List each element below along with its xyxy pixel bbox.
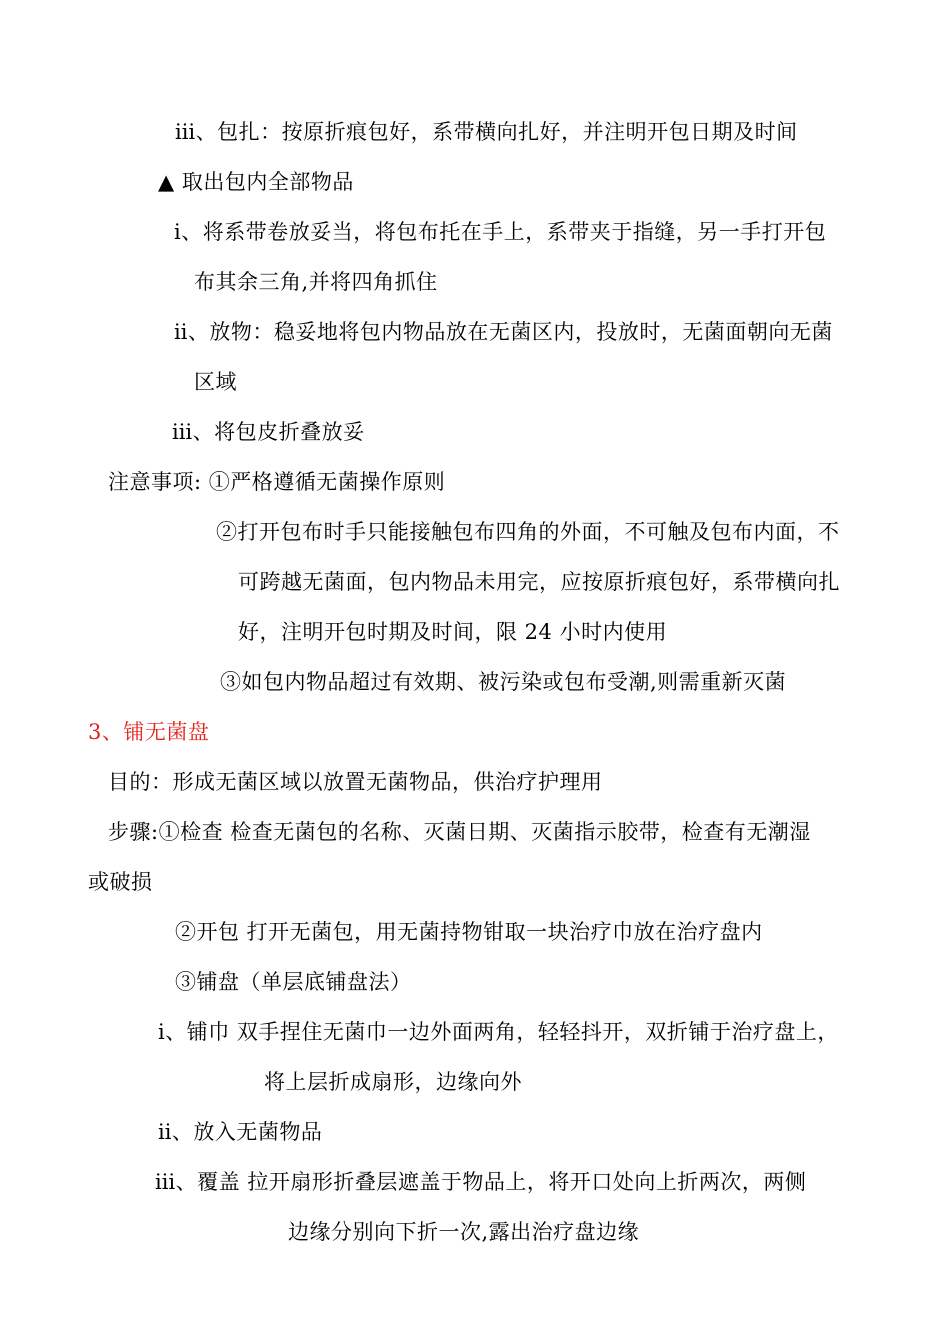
text-line: ②开包 打开无菌包，用无菌持物钳取一块治疗巾放在治疗盘内 <box>175 920 763 944</box>
text-line: ⅰ、铺巾 双手捏住无菌巾一边外面两角，轻轻抖开，双折铺于治疗盘上， <box>158 1020 839 1044</box>
text-line: 好，注明开包时期及时间，限 24 小时内使用 <box>238 620 668 644</box>
text-line: ⅱ、放入无菌物品 <box>158 1120 323 1144</box>
text-line: 可跨越无菌面，包内物品未用完，应按原折痕包好，系带横向扎 <box>238 570 840 594</box>
section-heading: 3、铺无菌盘 <box>88 720 210 744</box>
text-line: 区域 <box>194 370 237 394</box>
text-line: ▲ 取出包内全部物品 <box>158 170 354 194</box>
text-line: ⅲ、覆盖 拉开扇形折叠层遮盖于物品上，将开口处向上折两次，两侧 <box>155 1170 807 1194</box>
text-line: 将上层折成扇形，边缘向外 <box>264 1070 522 1094</box>
text-line: ⅱ、放物：稳妥地将包内物品放在无菌区内，投放时，无菌面朝向无菌 <box>174 320 833 344</box>
text-line: ⅲ、包扎：按原折痕包好，系带横向扎好，并注明开包日期及时间 <box>175 120 798 144</box>
text-line: 或破损 <box>88 870 153 894</box>
text-line: 步骤:①检查 检查无菌包的名称、灭菌日期、灭菌指示胶带，检查有无潮湿 <box>108 820 811 844</box>
text-line: 注意事项: ①严格遵循无菌操作原则 <box>108 470 446 494</box>
text-line: ⅲ、将包皮折叠放妥 <box>172 420 365 444</box>
text-line: ②打开包布时手只能接触包布四角的外面，不可触及包布内面，不 <box>216 520 840 544</box>
text-line: ③如包内物品超过有效期、被污染或包布受潮,则需重新灭菌 <box>220 670 787 694</box>
text-line: 目的：形成无菌区域以放置无菌物品，供治疗护理用 <box>108 770 603 794</box>
text-line: ⅰ、将系带卷放妥当，将包布托在手上，系带夹于指缝，另一手打开包 <box>174 220 827 244</box>
text-line: 边缘分别向下折一次,露出治疗盘边缘 <box>288 1220 640 1244</box>
text-line: ③铺盘（单层底铺盘法） <box>175 970 412 994</box>
text-line: 布其余三角,并将四角抓住 <box>194 270 438 294</box>
